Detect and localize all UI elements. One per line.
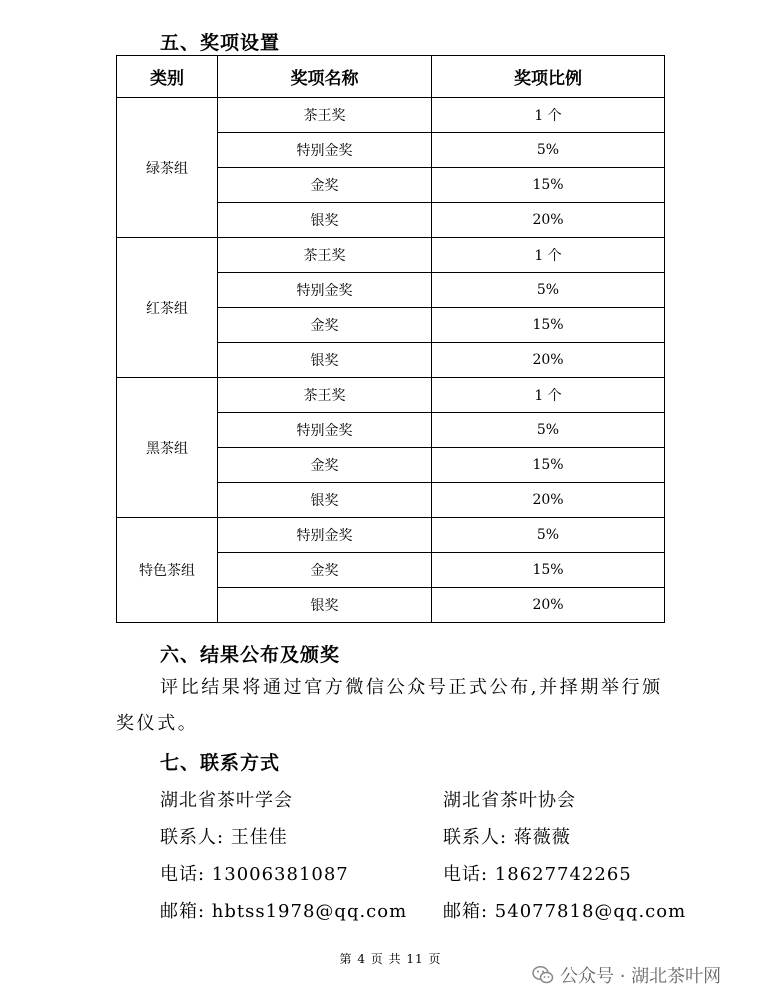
group-name: 黑茶组 [117, 378, 218, 518]
contact-heading: 七、联系方式 [160, 752, 281, 774]
contact-right-phone: 电话: 18627742265 [443, 864, 632, 885]
award-ratio: 15% [432, 168, 665, 203]
group-name: 红茶组 [117, 238, 218, 378]
award-name: 茶王奖 [218, 378, 432, 413]
award-ratio: 1 个 [432, 238, 665, 273]
results-heading: 六、结果公布及颁奖 [160, 644, 341, 666]
contact-left-phone: 电话: 13006381087 [160, 864, 349, 885]
contact-right-org: 湖北省茶叶协会 [443, 790, 576, 811]
award-name: 银奖 [218, 483, 432, 518]
award-ratio: 15% [432, 308, 665, 343]
award-name: 金奖 [218, 168, 432, 203]
contact-left-person: 联系人: 王佳佳 [160, 827, 288, 848]
results-paragraph: 评比结果将通过官方微信公众号正式公布,并择期举行颁奖仪式。 [116, 677, 663, 734]
award-name: 银奖 [218, 343, 432, 378]
wechat-icon [532, 965, 554, 985]
header-award-ratio: 奖项比例 [432, 56, 665, 98]
table-row [117, 238, 665, 273]
table-row [117, 518, 665, 553]
watermark-text: 公众号 · 湖北茶叶网 [560, 966, 722, 987]
award-name: 金奖 [218, 448, 432, 483]
group-name: 绿茶组 [117, 98, 218, 238]
award-name: 特别金奖 [218, 413, 432, 448]
award-name: 金奖 [218, 553, 432, 588]
award-ratio: 15% [432, 553, 665, 588]
award-name: 金奖 [218, 308, 432, 343]
award-ratio: 5% [432, 133, 665, 168]
award-ratio: 20% [432, 203, 665, 238]
header-category: 类别 [117, 56, 218, 98]
contact-right-person: 联系人: 蒋薇薇 [443, 827, 571, 848]
award-name: 特别金奖 [218, 518, 432, 553]
group-name: 特色茶组 [117, 518, 218, 623]
awards-heading: 五、奖项设置 [160, 32, 281, 54]
page-footer: 第 4 页 共 11 页 [339, 952, 442, 966]
award-ratio: 1 个 [432, 378, 665, 413]
award-name: 茶王奖 [218, 98, 432, 133]
contact-left-org: 湖北省茶叶学会 [160, 790, 293, 811]
award-ratio: 20% [432, 483, 665, 518]
award-name: 银奖 [218, 203, 432, 238]
award-ratio: 20% [432, 343, 665, 378]
award-ratio: 1 个 [432, 98, 665, 133]
table-row [117, 98, 665, 133]
table-row [117, 378, 665, 413]
award-ratio: 20% [432, 588, 665, 623]
award-ratio: 5% [432, 273, 665, 308]
award-ratio: 15% [432, 448, 665, 483]
award-ratio: 5% [432, 518, 665, 553]
award-name: 特别金奖 [218, 133, 432, 168]
award-name: 特别金奖 [218, 273, 432, 308]
award-name: 茶王奖 [218, 238, 432, 273]
award-name: 银奖 [218, 588, 432, 623]
award-ratio: 5% [432, 413, 665, 448]
table-header-row [117, 56, 665, 98]
contact-right-email: 邮箱: 54077818@qq.com [443, 901, 687, 922]
awards-table [116, 55, 665, 623]
header-award-name: 奖项名称 [218, 56, 432, 98]
contact-left-email: 邮箱: hbtss1978@qq.com [160, 901, 408, 922]
watermark [532, 962, 721, 988]
